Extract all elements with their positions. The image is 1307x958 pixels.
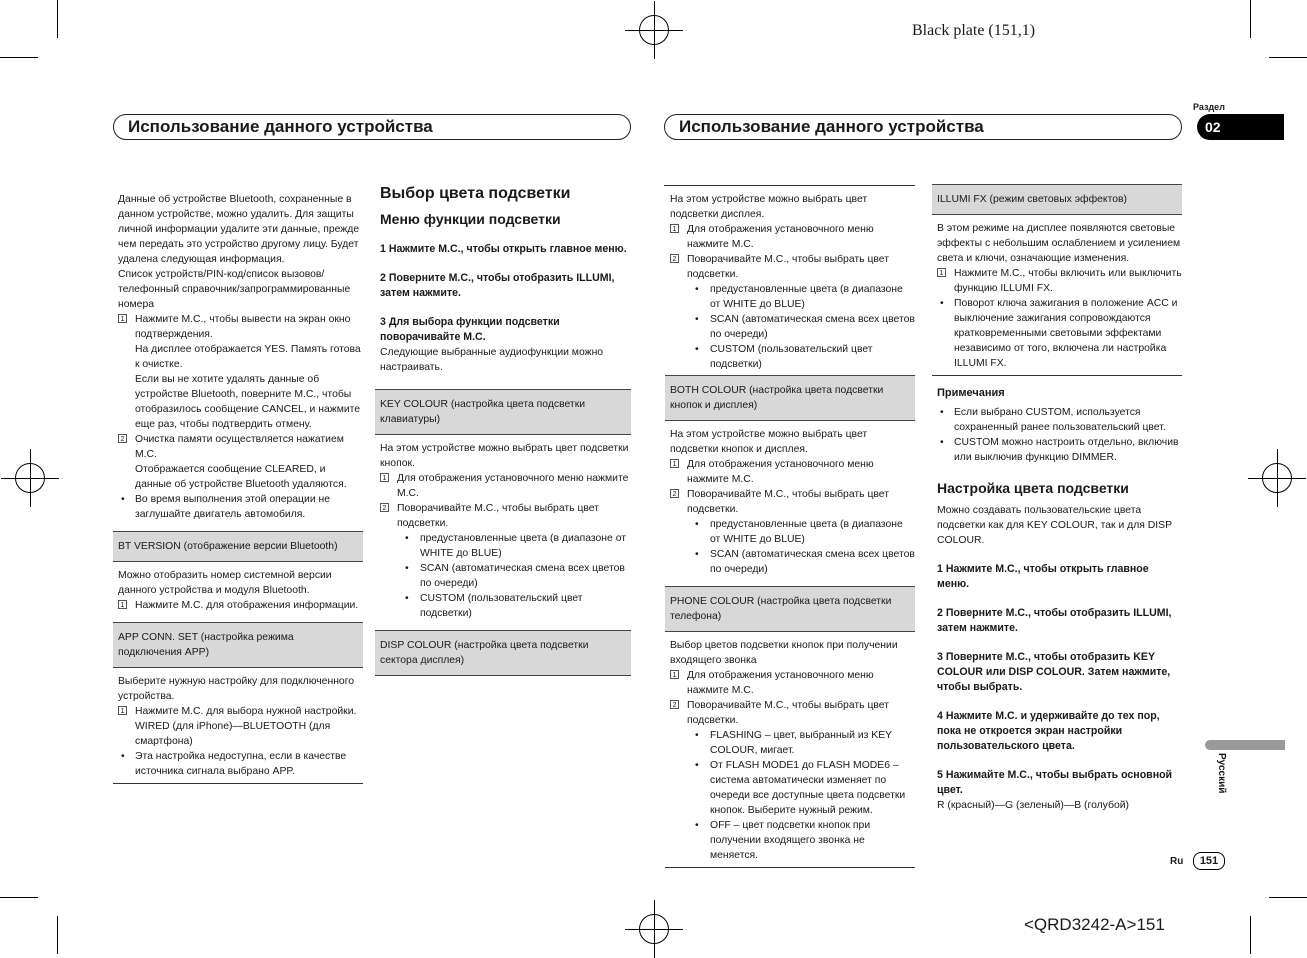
bullet-item: • предустановленные цвета (в диапазоне от WHITE до BLUE) [380, 531, 631, 561]
page-header-right: Использование данного устройства [664, 114, 1182, 140]
paragraph: R (красный)—G (зеленый)—B (голубой) [937, 800, 1129, 811]
crop-mark [1250, 916, 1251, 954]
step-item: 1 Для отображения установочного меню нажмите M.C. [670, 457, 915, 487]
step-item: 2 Очистка памяти осуществляется нажатием M.C. [118, 432, 363, 462]
paragraph: Можно отобразить номер системной версии данного устройства и модуля Bluetooth. [118, 570, 332, 596]
step-note: Отображается сообщение CLEARED, и данные об устройстве Bluetooth удаляются. [135, 464, 347, 490]
step-heading: 3 Для выбора функции подсветки поворачивайте M.C. [380, 316, 560, 343]
subsection-phone-colour: PHONE COLOUR (настройка цвета подсветки телефона) [665, 586, 915, 632]
bullet-item: • CUSTOM (пользовательский цвет подсветки) [380, 591, 631, 621]
step-item: 2 Поворачивайте M.C., чтобы выбрать цвет подсветки. [380, 501, 631, 531]
step-heading: 5 Нажимайте M.C., чтобы выбрать основной цвет. [937, 769, 1173, 796]
step-item: 2 Поворачивайте M.C., чтобы выбрать цвет подсветки. [670, 487, 915, 517]
crop-mark [0, 57, 38, 58]
bullet-item: • Во время выполнения этой операции не заглушайте двигатель автомобиля. [118, 492, 363, 522]
bullet-item: • От FLASH MODE1 до FLASH MODE6 – система автоматически изменяет по очереди все доступные цвета подсветки кнопок. Выберите нужный режим. [670, 758, 915, 818]
step-item: 1 Нажмите M.C., чтобы включить или выключить функцию ILLUMI FX. [937, 266, 1182, 296]
note-item: • CUSTOM можно настроить отдельно, включив или выключив функцию DIMMER. [937, 435, 1182, 465]
subsection-illumi-fx: ILLUMI FX (режим световых эффектов) [932, 184, 1182, 215]
bullet-item: • FLASHING – цвет, выбранный из KEY COLOUR, мигает. [670, 728, 915, 758]
step-item: 1 Для отображения установочного меню нажмите M.C. [670, 222, 915, 252]
column-4 [937, 184, 1182, 813]
step-item: 1 Для отображения установочного меню нажмите M.C. [670, 668, 915, 698]
crop-mark [57, 916, 58, 954]
section-title: Выбор цвета подсветки [380, 185, 571, 202]
crop-mark [1269, 57, 1307, 58]
subsection-app-conn: APP CONN. SET (настройка режима подключения APP) [113, 622, 363, 668]
divider [932, 375, 1182, 376]
column-1 [118, 192, 363, 784]
crop-mark [57, 0, 58, 38]
bullet-item: • Поворот ключа зажигания в положение ACC и выключение зажигания сопровождаются кратковременными световыми эффектами независимо от того, включена ли настройка ILLUMI FX. [937, 296, 1182, 371]
bullet-item: • OFF – цвет подсветки кнопок при получении входящего звонка не меняется. [670, 818, 915, 863]
page-header-left: Использование данного устройства [113, 114, 631, 140]
subsection-title: Меню функции подсветки [380, 211, 561, 227]
paragraph: В этом режиме на дисплее появляются световые эффекты с небольшим ослаблением и усилением света и ключи, означающие изменения. [937, 223, 1181, 264]
paragraph: Выберите нужную настройку для подключенного устройства. [118, 676, 355, 702]
note-item: • Если выбрано CUSTOM, используется сохраненный ранее пользовательский цвет. [937, 405, 1182, 435]
page-number: 151 [1193, 852, 1225, 870]
crop-mark [0, 897, 38, 898]
notes-heading: Примечания [937, 387, 1005, 399]
registration-mark [15, 463, 45, 493]
crop-mark [1269, 897, 1307, 898]
step-item: 1 Для отображения установочного меню нажмите M.C. [380, 471, 631, 501]
paragraph: Данные об устройстве Bluetooth, сохраненные в данном устройстве, можно удалить. Для защиты личной информации удалите эти данные, прежде чем передать это устройство другому лицу. Будет удалена следующая информация. [118, 194, 360, 265]
step-item: 2 Поворачивайте M.C., чтобы выбрать цвет подсветки. [670, 252, 915, 282]
crop-mark [1250, 0, 1251, 38]
bullet-item: • SCAN (автоматическая смена всех цветов по очереди) [670, 547, 915, 577]
step-item: 1 Нажмите M.C., чтобы вывести на экран окно подтверждения. [118, 312, 363, 342]
bullet-item: • CUSTOM (пользовательский цвет подсветки) [670, 342, 915, 372]
language-code: Ru [1170, 856, 1184, 867]
language-tab [1205, 740, 1285, 750]
subsection-key-colour: KEY COLOUR (настройка цвета подсветки клавиатуры) [375, 389, 631, 435]
step-note: Если вы не хотите удалять данные об устройстве Bluetooth, поверните M.C., чтобы отобразилось сообщение CANCEL, и нажмите еще раз, чтобы подтвердить отмену. [135, 374, 361, 430]
step-note: На дисплее отображается YES. Память готова к очистке. [135, 344, 361, 370]
bullet-item: • Эта настройка недоступна, если в качестве источника сигнала выбрано APP. [118, 749, 363, 779]
step-heading: 2 Поверните M.C., чтобы отобразить ILLUMI, затем нажмите. [937, 607, 1172, 634]
paragraph: На этом устройстве можно выбрать цвет подсветки дисплея. [670, 194, 868, 220]
registration-mark [639, 914, 669, 944]
bullet-item: • предустановленные цвета (в диапазоне от WHITE до BLUE) [670, 282, 915, 312]
step-heading: 1 Нажмите M.C., чтобы открыть главное меню. [380, 243, 627, 255]
section-label: Раздел [1193, 102, 1225, 112]
paragraph: Выбор цветов подсветки кнопок при получении входящего звонка [670, 640, 898, 666]
subsection-bt-version: BT VERSION (отображение версии Bluetooth) [113, 531, 363, 562]
plate-label: Black plate (151,1) [912, 22, 1036, 39]
paragraph: На этом устройстве можно выбрать цвет подсветки кнопок и дисплея. [670, 429, 868, 455]
step-heading: 2 Поверните M.C., чтобы отобразить ILLUMI, затем нажмите. [380, 272, 615, 299]
step-heading: 1 Нажмите M.C., чтобы открыть главное меню. [937, 563, 1149, 590]
language-label: Русский [1216, 753, 1227, 794]
paragraph: Следующие выбранные аудиофункции можно настраивать. [380, 347, 604, 373]
step-heading: 4 Нажмите M.C. и удерживайте до тех пор, пока не откроется экран настройки пользовательского цвета. [937, 710, 1160, 752]
subsection-disp-colour: DISP COLOUR (настройка цвета подсветки сектора дисплея) [375, 630, 631, 676]
column-3 [670, 192, 915, 868]
divider [665, 867, 915, 868]
registration-mark [639, 15, 669, 45]
bullet-item: • SCAN (автоматическая смена всех цветов по очереди) [670, 312, 915, 342]
step-heading: 3 Поверните M.C., чтобы отобразить KEY COLOUR или DISP COLOUR. Затем нажмите, чтобы выбрать. [937, 651, 1171, 693]
subsection-title: Настройка цвета подсветки [937, 480, 1129, 496]
step-note: WIRED (для iPhone)—BLUETOOTH (для смартфона) [135, 721, 331, 747]
divider [113, 783, 363, 784]
subsection-both-colour: BOTH COLOUR (настройка цвета подсветки кнопок и дисплея) [665, 375, 915, 421]
document-code: <QRD3242-A>151 [1024, 915, 1165, 934]
paragraph: Можно создавать пользовательские цвета подсветки как для KEY COLOUR, так и для DISP COLOUR. [937, 505, 1172, 546]
divider [664, 185, 915, 186]
paragraph: На этом устройстве можно выбрать цвет подсветки кнопок. [380, 443, 629, 469]
step-item: 1 Нажмите M.C. для выбора нужной настройки. [118, 704, 363, 719]
section-number: 02 [1197, 114, 1284, 140]
step-item: 2 Поворачивайте M.C., чтобы выбрать цвет подсветки. [670, 698, 915, 728]
column-2 [380, 184, 631, 682]
registration-mark [1262, 463, 1292, 493]
step-item: 1 Нажмите M.C. для отображения информации. [118, 598, 363, 613]
paragraph: Список устройств/PIN-код/список вызовов/телефонный справочник/запрограммированные номера [118, 269, 351, 310]
bullet-item: • предустановленные цвета (в диапазоне от WHITE до BLUE) [670, 517, 915, 547]
bullet-item: • SCAN (автоматическая смена всех цветов по очереди) [380, 561, 631, 591]
